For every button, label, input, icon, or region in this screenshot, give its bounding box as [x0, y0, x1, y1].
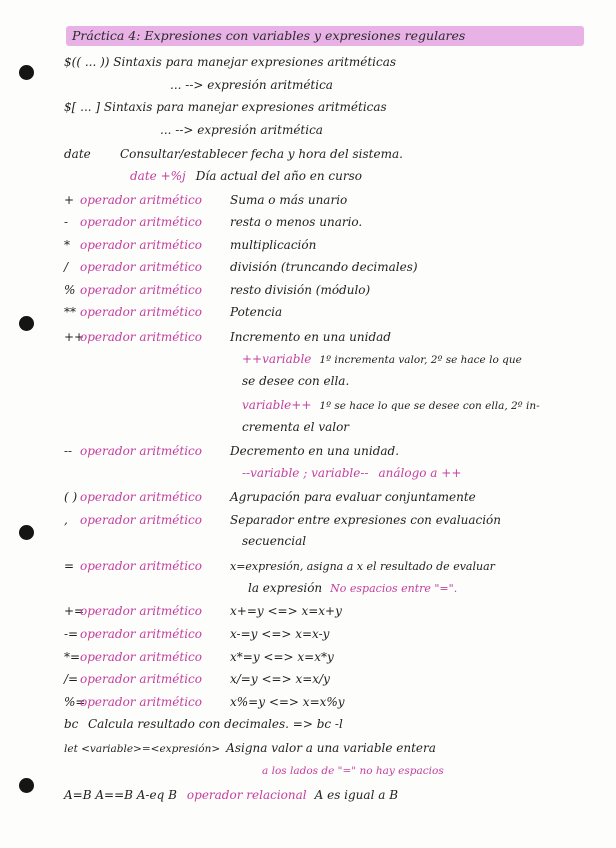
operator-label: operador aritmético — [80, 672, 202, 686]
operator-symbol: *= — [64, 650, 81, 664]
operator-symbol: /= — [64, 672, 79, 686]
operator-desc: resto división (módulo) — [230, 283, 371, 297]
operator-desc: división (truncando decimales) — [230, 260, 418, 274]
description: la expresión — [248, 581, 323, 595]
operator-row — [64, 192, 606, 208]
note-line — [130, 168, 606, 184]
operator-row — [64, 304, 606, 320]
operator-symbol: * — [64, 238, 70, 252]
note-line — [64, 740, 606, 757]
operator-desc: Agrupación para evaluar conjuntamente — [230, 490, 476, 504]
note-line: $[ ... ] Sintaxis para manejar expresiones aritméticas — [64, 100, 387, 114]
note-line — [64, 146, 606, 162]
operator-label: operador relacional — [186, 788, 307, 802]
operator-desc: Incremento en una unidad — [230, 330, 391, 344]
operator-symbol: - — [64, 215, 69, 229]
operator-label: operador aritmético — [80, 305, 202, 319]
note-line — [248, 580, 606, 597]
description: Calcula resultado con decimales. => bc -l — [88, 717, 343, 731]
operator-row — [64, 694, 606, 710]
operator-label: operador aritmético — [80, 215, 202, 229]
operator-label: operador aritmético — [80, 627, 202, 641]
operator-row — [64, 237, 606, 253]
operator-desc: multiplicación — [230, 238, 317, 252]
command: let <variable>=<expresión> — [64, 743, 221, 755]
operator-symbol: += — [64, 604, 85, 618]
binder-hole — [19, 65, 34, 80]
operator-row — [64, 512, 606, 528]
operator-row — [64, 558, 606, 575]
note-line — [242, 351, 606, 368]
operator-row — [64, 649, 606, 665]
page-title: Práctica 4: Expresiones con variables y expresiones regulares — [66, 26, 584, 46]
operator-row — [64, 626, 606, 642]
description: 1º incrementa valor, 2º se hace lo que — [319, 354, 522, 366]
description: Consultar/establecer fecha y hora del sistema. — [120, 147, 403, 161]
note-line: se desee con ella. — [242, 374, 350, 388]
increment-variable: variable++ — [242, 398, 312, 412]
operator-row — [64, 282, 606, 298]
binder-hole — [19, 525, 34, 540]
operator-symbol: , — [64, 513, 68, 527]
note-line — [64, 716, 606, 732]
operator-label: operador aritmético — [80, 238, 202, 252]
note-line: ... --> expresión aritmética — [170, 78, 333, 92]
description: A es igual a B — [314, 788, 399, 802]
operator-symbol: -= — [64, 627, 79, 641]
relational-symbols: A=B A==B A-eq B — [64, 788, 177, 802]
operator-row — [64, 671, 606, 687]
binder-hole — [19, 316, 34, 331]
operator-label: operador aritmético — [80, 650, 202, 664]
operator-symbol: ( ) — [64, 490, 78, 504]
operator-desc: x-=y <=> x=x-y — [230, 627, 330, 641]
operator-label: operador aritmético — [80, 695, 202, 709]
operator-symbol: / — [64, 260, 69, 274]
note-line: $(( ... )) Sintaxis para manejar expresiones aritméticas — [64, 55, 397, 69]
operator-symbol: -- — [64, 444, 73, 458]
decrement-variables: --variable ; variable-- — [242, 466, 369, 480]
operator-label: operador aritmético — [80, 559, 202, 573]
operator-label: operador aritmético — [80, 260, 202, 274]
description: 1º se hace lo que se desee con ella, 2º in- — [319, 400, 540, 412]
analogy-note: análogo a ++ — [378, 466, 462, 480]
operator-symbol: ** — [64, 305, 76, 319]
operator-desc: x/=y <=> x=x/y — [230, 672, 330, 686]
operator-symbol: %= — [64, 695, 86, 709]
operator-desc: Separador entre expresiones con evaluación — [230, 513, 501, 527]
operator-symbol: ++ — [64, 330, 85, 344]
command: date — [64, 147, 91, 161]
operator-desc: x%=y <=> x=x%y — [230, 695, 345, 709]
note-line: secuencial — [242, 534, 307, 548]
note-line — [242, 397, 606, 414]
note-line — [242, 465, 606, 481]
assign-note: No espacios entre "=". — [330, 582, 458, 595]
note-line — [64, 787, 606, 803]
operator-desc: Suma o más unario — [230, 193, 348, 207]
operator-row — [64, 443, 606, 459]
operator-label: operador aritmético — [80, 490, 202, 504]
operator-desc: x=expresión, asigna a x el resultado de evaluar — [230, 560, 495, 573]
operator-label: operador aritmético — [80, 604, 202, 618]
operator-desc: Decremento en una unidad. — [230, 444, 400, 458]
operator-row — [64, 603, 606, 619]
description: Asigna valor a una variable entera — [226, 741, 436, 755]
command: date +%j — [130, 169, 186, 183]
operator-row — [64, 329, 606, 345]
note-line: a los lados de "=" no hay espacios — [262, 765, 444, 777]
note-line: ... --> expresión aritmética — [160, 123, 323, 137]
operator-label: operador aritmético — [80, 444, 202, 458]
note-line: crementa el valor — [242, 420, 350, 434]
command: bc — [64, 717, 79, 731]
operator-symbol: = — [64, 559, 75, 573]
operator-label: operador aritmético — [80, 283, 202, 297]
operator-row — [64, 214, 606, 230]
operator-desc: x+=y <=> x=x+y — [230, 604, 342, 618]
operator-desc: x*=y <=> x=x*y — [230, 650, 334, 664]
operator-row — [64, 489, 606, 505]
operator-row — [64, 259, 606, 275]
operator-label: operador aritmético — [80, 330, 202, 344]
binder-hole — [19, 778, 34, 793]
operator-symbol: + — [64, 193, 75, 207]
operator-symbol: % — [64, 283, 76, 297]
description: Día actual del año en curso — [195, 169, 362, 183]
increment-variable: ++variable — [242, 352, 312, 366]
operator-desc: resta o menos unario. — [230, 215, 363, 229]
operator-desc: Potencia — [230, 305, 283, 319]
operator-label: operador aritmético — [80, 513, 202, 527]
operator-label: operador aritmético — [80, 193, 202, 207]
